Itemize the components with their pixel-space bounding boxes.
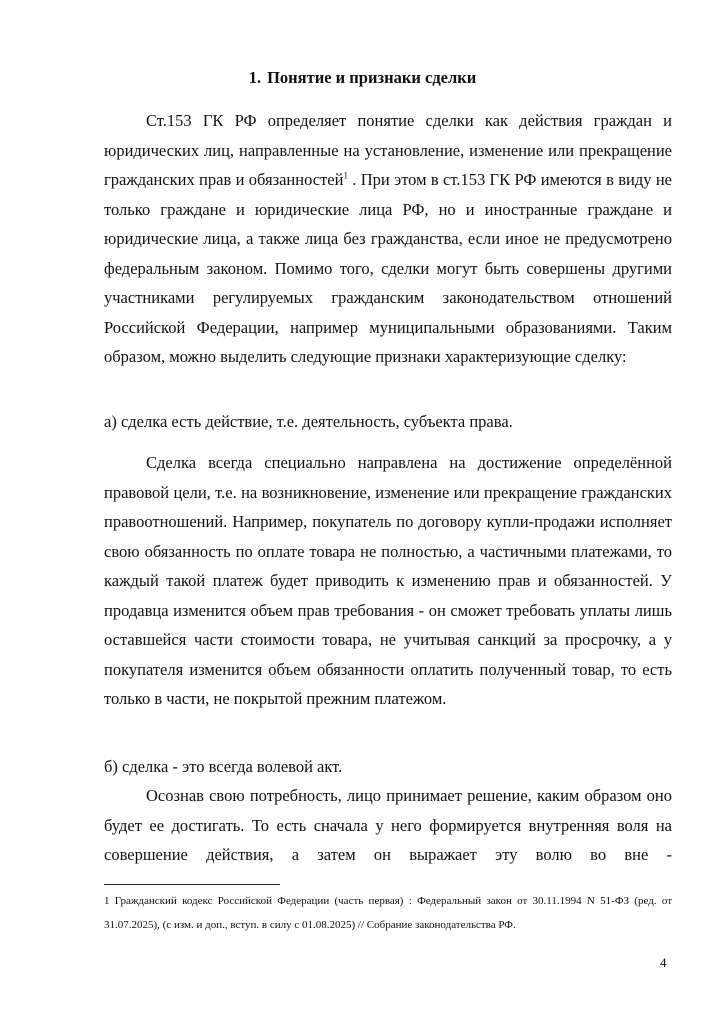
section-number: 1. — [248, 68, 262, 87]
list-item-b: б) сделка - это всегда волевой акт. — [104, 757, 343, 776]
section-title: Понятие и признаки сделки — [267, 68, 477, 87]
paragraph-legal-goal: Сделка всегда специально направлена на достижение определённой правовой цели, т.е. на возникновение, изменение или прекращение гражданских правоотношений. Например, покупатель по договору купли-продажи исполняет свою обязанность по оплате товара не полностью, а частичными платежами, то каждый такой платеж будет приводить к изменению прав и обязанностей. У продавца изменится объем прав требования - он сможет требовать уплаты лишь оставшейся части стоимости товара, не учитывая санкций за просрочку, а у покупателя изменится объем обязанности оплатить полученный товар, то есть только в части, не покрытой прежним платежом. — [104, 453, 672, 708]
paragraph-will: Осознав свою потребность, лицо принимает решение, каким образом оно будет ее достигать. То есть сначала у него формируется внутренняя воля на совершение действия, а затем он выражает эту волю во вне - — [104, 786, 672, 864]
section-heading — [0, 66, 725, 90]
page-number: 4 — [660, 955, 667, 970]
list-item-a: а) сделка есть действие, т.е. деятельность, субъекта права. — [104, 412, 513, 431]
footnote-separator — [104, 884, 280, 885]
footnote-reference[interactable]: 1 — [343, 170, 348, 181]
paragraph-definition-text-a: Ст.153 ГК РФ определяет понятие сделки как действия граждан и юридических лиц, направленные на установление, изменение или прекращение гражданских прав и обязанностей — [104, 111, 672, 189]
paragraph-definition-text-b: . При этом в ст.153 ГК РФ имеются в виду не только граждане и юридические лица РФ, но и иностранные граждане и юридические лица, а также лица без гражданства, если иное не предусмотрено федеральным законом. Помимо того, сделки могут быть совершены другими участниками регулируемых гражданским законодательством отношений Российской Федерации, например муниципальными образованиями. Таким образом, можно выделить следующие признаки характеризующие сделку: — [104, 170, 672, 366]
paragraph-definition — [104, 106, 672, 372]
footnote-text: 1 Гражданский кодекс Российской Федерации (часть первая) : Федеральный закон от 30.11.1994 N 51-ФЗ (ред. от 31.07.2025), (с изм. и доп., вступ. в силу с 01.08.2025) // Собрание законодательства РФ. — [104, 895, 672, 931]
